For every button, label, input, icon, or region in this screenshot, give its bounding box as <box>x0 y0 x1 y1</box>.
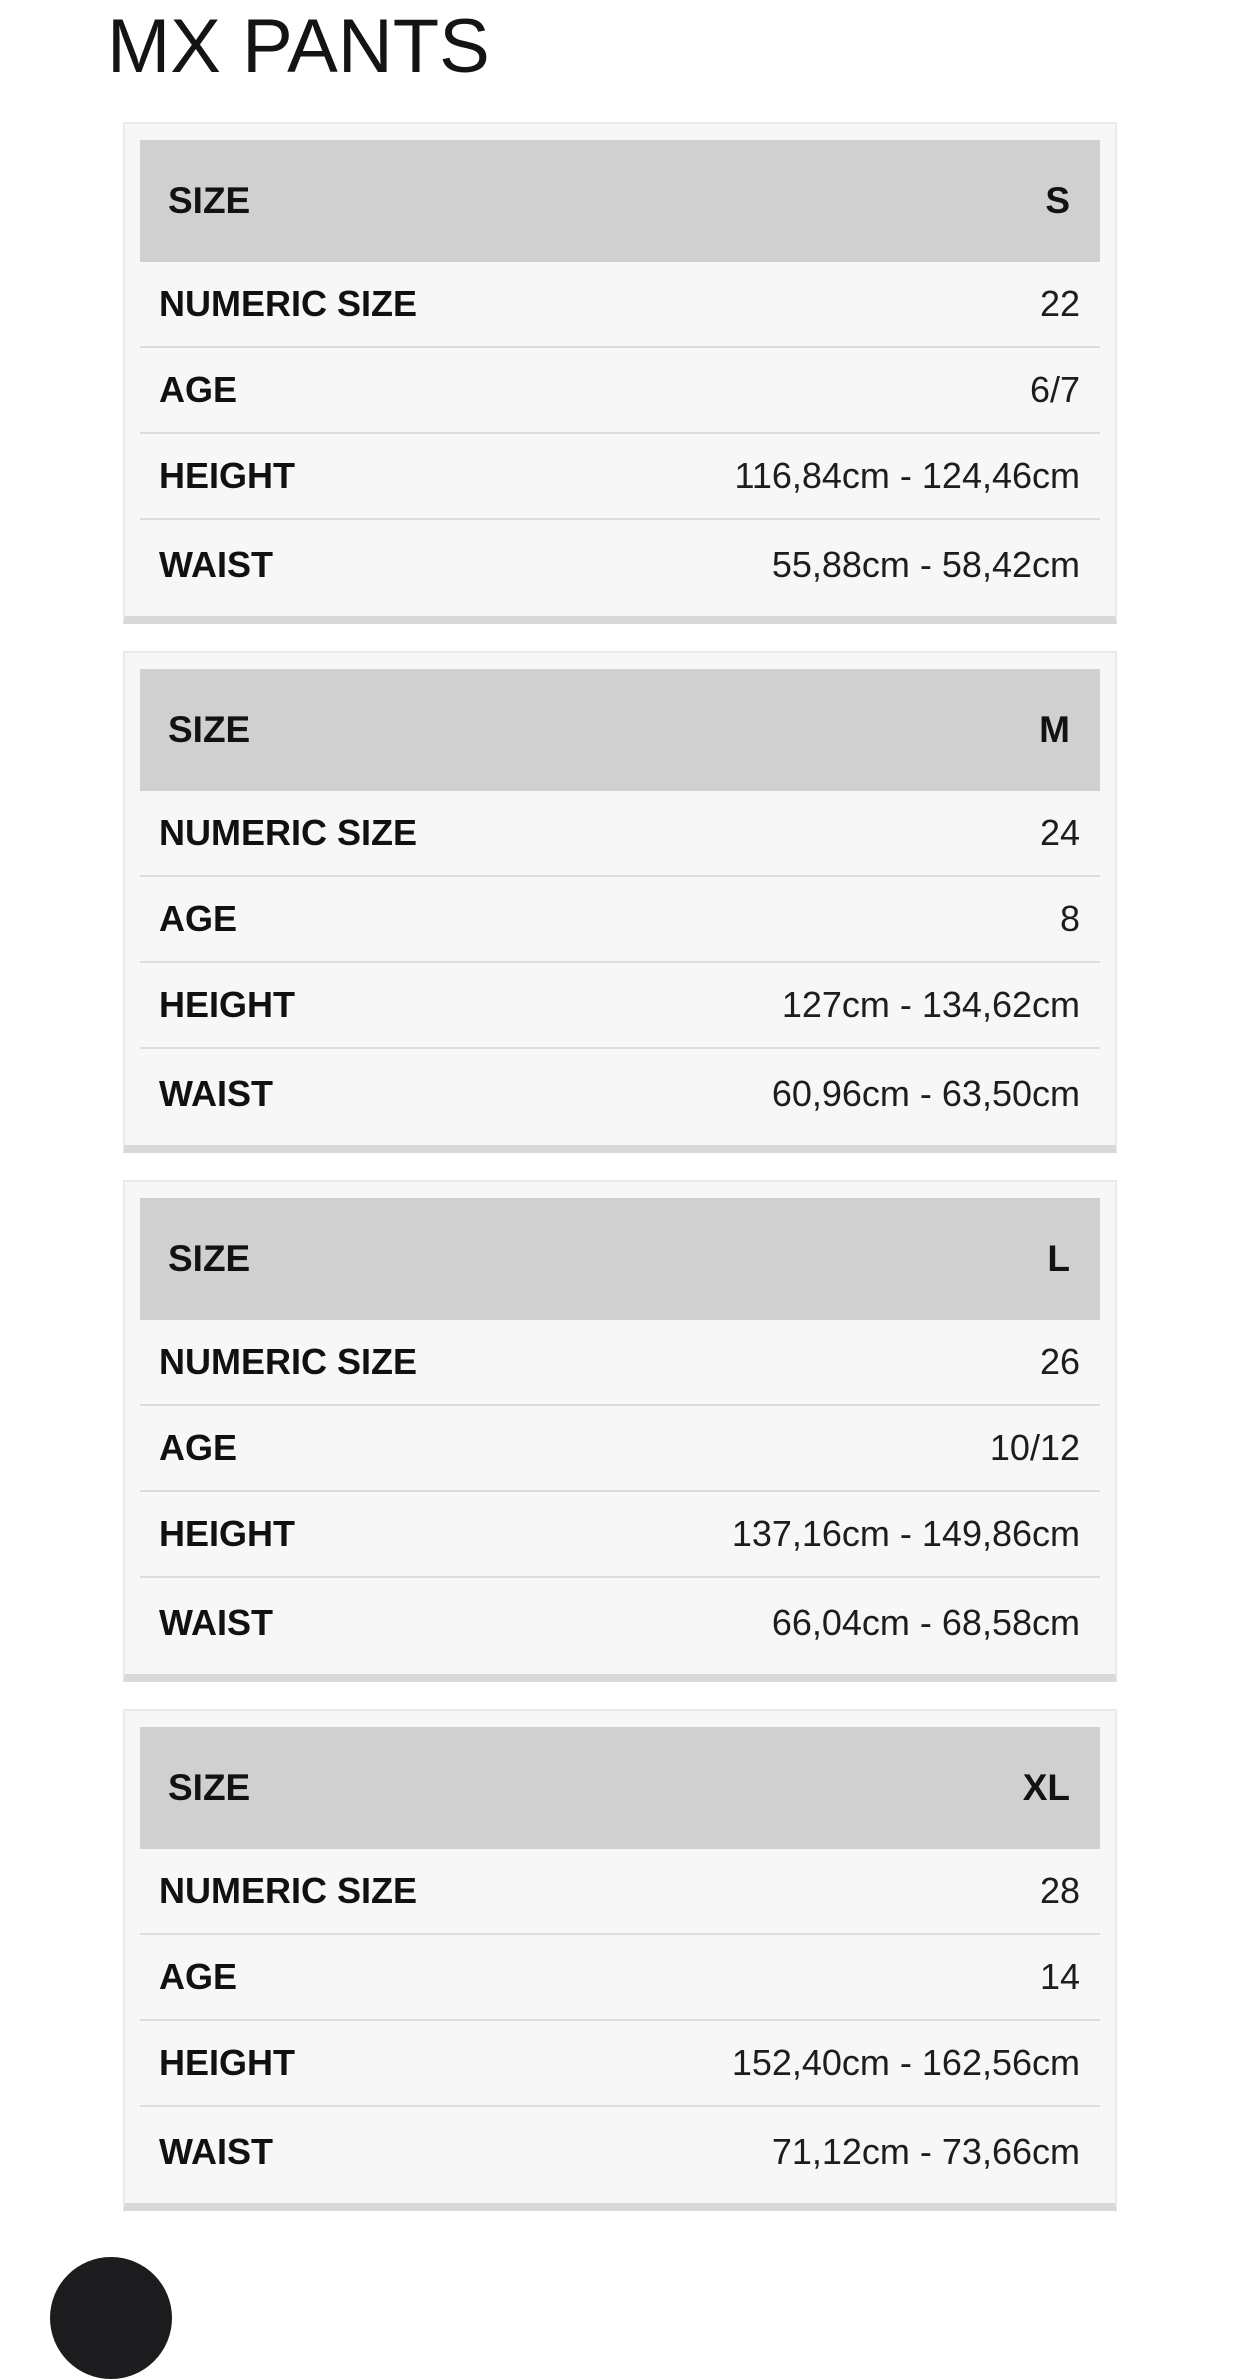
size-header-label: SIZE <box>168 1238 251 1280</box>
size-header-value: L <box>1047 1238 1070 1280</box>
row-age <box>140 1406 1100 1492</box>
row-value: 10/12 <box>989 1427 1080 1469</box>
row-numeric-size <box>140 791 1100 877</box>
row-label: AGE <box>159 369 238 411</box>
size-header-value: S <box>1045 180 1070 222</box>
size-card-xl <box>123 1709 1117 2211</box>
row-value: 6/7 <box>1029 369 1080 411</box>
row-waist <box>140 520 1100 610</box>
row-waist <box>140 2107 1100 2197</box>
row-value: 26 <box>1039 1341 1080 1383</box>
row-label: NUMERIC SIZE <box>159 812 418 854</box>
row-value: 60,96cm - 63,50cm <box>771 1073 1080 1115</box>
row-label: WAIST <box>159 1073 273 1115</box>
row-waist <box>140 1578 1100 1668</box>
size-header <box>140 140 1100 262</box>
row-age <box>140 1935 1100 2021</box>
row-label: WAIST <box>159 544 273 586</box>
size-card-m <box>123 651 1117 1153</box>
row-numeric-size <box>140 1849 1100 1935</box>
size-card-l <box>123 1180 1117 1682</box>
row-value: 8 <box>1059 898 1080 940</box>
size-header-value: M <box>1039 709 1070 751</box>
row-numeric-size <box>140 262 1100 348</box>
size-header-value: XL <box>1022 1767 1070 1809</box>
row-label: AGE <box>159 898 238 940</box>
row-age <box>140 877 1100 963</box>
row-label: WAIST <box>159 1602 273 1644</box>
row-label: HEIGHT <box>159 1513 296 1555</box>
row-value: 66,04cm - 68,58cm <box>771 1602 1080 1644</box>
row-height <box>140 1492 1100 1578</box>
size-header <box>140 1727 1100 1849</box>
size-header <box>140 1198 1100 1320</box>
row-label: AGE <box>159 1956 238 1998</box>
size-header-label: SIZE <box>168 709 251 751</box>
row-value: 28 <box>1039 1870 1080 1912</box>
chat-launcher-button[interactable] <box>50 2257 172 2379</box>
row-value: 127cm - 134,62cm <box>781 984 1080 1026</box>
row-label: AGE <box>159 1427 238 1469</box>
size-card-s <box>123 122 1117 624</box>
row-value: 24 <box>1039 812 1080 854</box>
row-value: 14 <box>1039 1956 1080 1998</box>
row-height <box>140 434 1100 520</box>
row-value: 152,40cm - 162,56cm <box>731 2042 1080 2084</box>
size-header-label: SIZE <box>168 180 251 222</box>
row-label: HEIGHT <box>159 455 296 497</box>
row-label: WAIST <box>159 2131 273 2173</box>
row-label: HEIGHT <box>159 984 296 1026</box>
row-numeric-size <box>140 1320 1100 1406</box>
row-value: 22 <box>1039 283 1080 325</box>
row-label: NUMERIC SIZE <box>159 1341 418 1383</box>
size-header <box>140 669 1100 791</box>
row-value: 116,84cm - 124,46cm <box>734 455 1080 497</box>
row-value: 71,12cm - 73,66cm <box>771 2131 1080 2173</box>
row-label: NUMERIC SIZE <box>159 1870 418 1912</box>
row-label: NUMERIC SIZE <box>159 283 418 325</box>
row-age <box>140 348 1100 434</box>
row-label: HEIGHT <box>159 2042 296 2084</box>
size-header-label: SIZE <box>168 1767 251 1809</box>
page-title: MX PANTS <box>107 4 490 89</box>
row-height <box>140 2021 1100 2107</box>
row-height <box>140 963 1100 1049</box>
row-value: 137,16cm - 149,86cm <box>731 1513 1080 1555</box>
row-waist <box>140 1049 1100 1139</box>
size-cards-list <box>123 122 1117 2211</box>
row-value: 55,88cm - 58,42cm <box>771 544 1080 586</box>
